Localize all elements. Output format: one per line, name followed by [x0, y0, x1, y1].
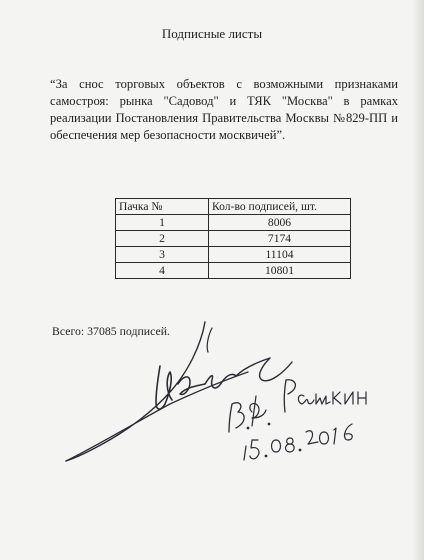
- header-signature-count: Кол-во подписей, шт.: [209, 199, 351, 215]
- signature-count-cell: 8006: [209, 215, 351, 231]
- pack-number-cell: 1: [116, 215, 209, 231]
- total-signatures: Всего: 37085 подписей.: [52, 324, 170, 338]
- document-title: Подписные листы: [161, 26, 263, 41]
- pack-number-cell: 2: [116, 231, 209, 247]
- pack-number-cell: 4: [116, 263, 209, 279]
- signature-count-cell: 10801: [209, 263, 351, 279]
- petition-statement-text: “За снос торговых объектов с возможными признаками самостроя: рынка "Садовод" и ТЯК "Москва" в рамках реализации Постановления Правительства Москвы №829-ПП и обеспечения мер безопасности москвичей”.: [50, 77, 398, 142]
- pack-number-cell: 3: [116, 247, 209, 263]
- signature-count-cell: 7174: [209, 231, 351, 247]
- signature-count-cell: 11104: [209, 247, 351, 263]
- header-pack-number: Пачка №: [116, 199, 209, 215]
